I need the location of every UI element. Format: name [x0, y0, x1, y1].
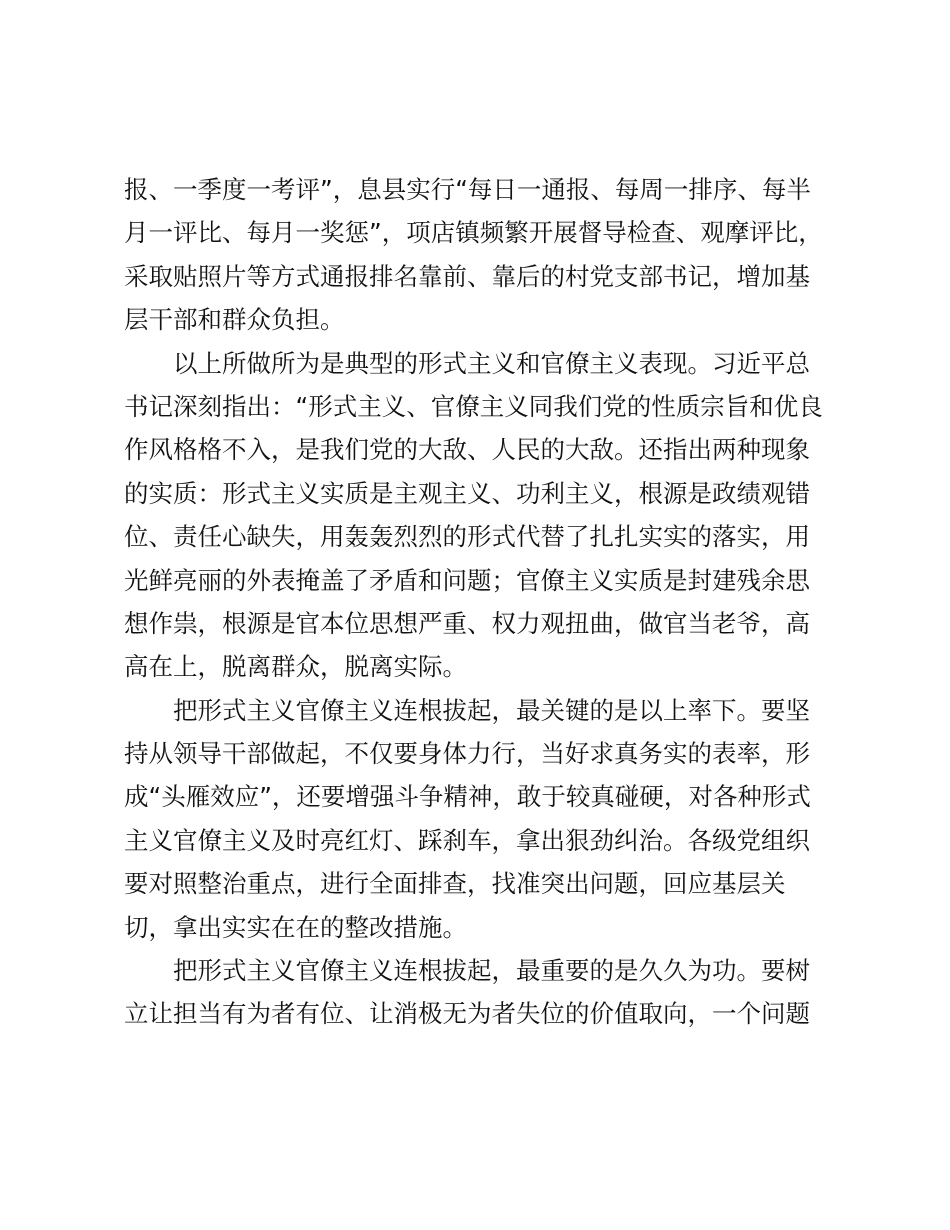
text-line: 报、一季度一考评”，息县实行“每日一通报、每周一排序、每半 [124, 175, 811, 204]
text-line: 高在上，脱离群众，脱离实际。 [124, 652, 467, 682]
text-line: 主义官僚主义及时亮红灯、踩刹车，拿出狠劲纠治。各级党组织 [124, 825, 810, 855]
paragraph [124, 949, 844, 1036]
text-line: 切，拿出实实在在的整改措施。 [124, 912, 467, 942]
text-line: 月一评比、每月一奖惩”，项店镇频繁开展督导检查、观摩评比， [124, 218, 823, 248]
text-line: 把形式主义官僚主义连根拔起，最重要的是久久为功。要树 [173, 956, 810, 986]
text-line: 持从领导干部做起，不仅要身体力行，当好求真务实的表率，形 [124, 739, 810, 769]
text-line: 把形式主义官僚主义连根拔起，最关键的是以上率下。要坚 [173, 695, 810, 725]
text-line: 位、责任心缺失，用轰轰烈烈的形式代替了扎扎实实的落实，用 [124, 522, 810, 552]
paragraph [124, 168, 844, 342]
text-line: 以上所做所为是典型的形式主义和官僚主义表现。习近平总 [173, 348, 810, 378]
text-line: 光鲜亮丽的外表掩盖了矛盾和问题；官僚主义实质是封建残余思 [124, 565, 810, 595]
paragraph [124, 342, 844, 689]
text-line: 要对照整治重点，进行全面排查，找准突出问题，回应基层关 [124, 869, 786, 899]
text-line: 作风格格不入，是我们党的大敌、人民的大敌。还指出两种现象 [124, 435, 810, 465]
paragraph [124, 689, 844, 949]
document-body [124, 168, 844, 1036]
text-line: 的实质：形式主义实质是主观主义、功利主义，根源是政绩观错 [124, 478, 810, 508]
text-line: 层干部和群众负担。 [124, 305, 345, 335]
text-line: 采取贴照片等方式通报排名靠前、靠后的村党支部书记，增加基 [124, 261, 810, 291]
text-line: 想作祟，根源是官本位思想严重、权力观扭曲，做官当老爷，高 [124, 608, 810, 638]
text-line: 立让担当有为者有位、让消极无为者失位的价值取向，一个问题 [124, 999, 810, 1029]
text-line: 成“头雁效应”，还要增强斗争精神，敢于较真碰硬，对各种形式 [124, 782, 811, 812]
text-line: 书记深刻指出：“形式主义、官僚主义同我们党的性质宗旨和优良 [124, 391, 823, 421]
